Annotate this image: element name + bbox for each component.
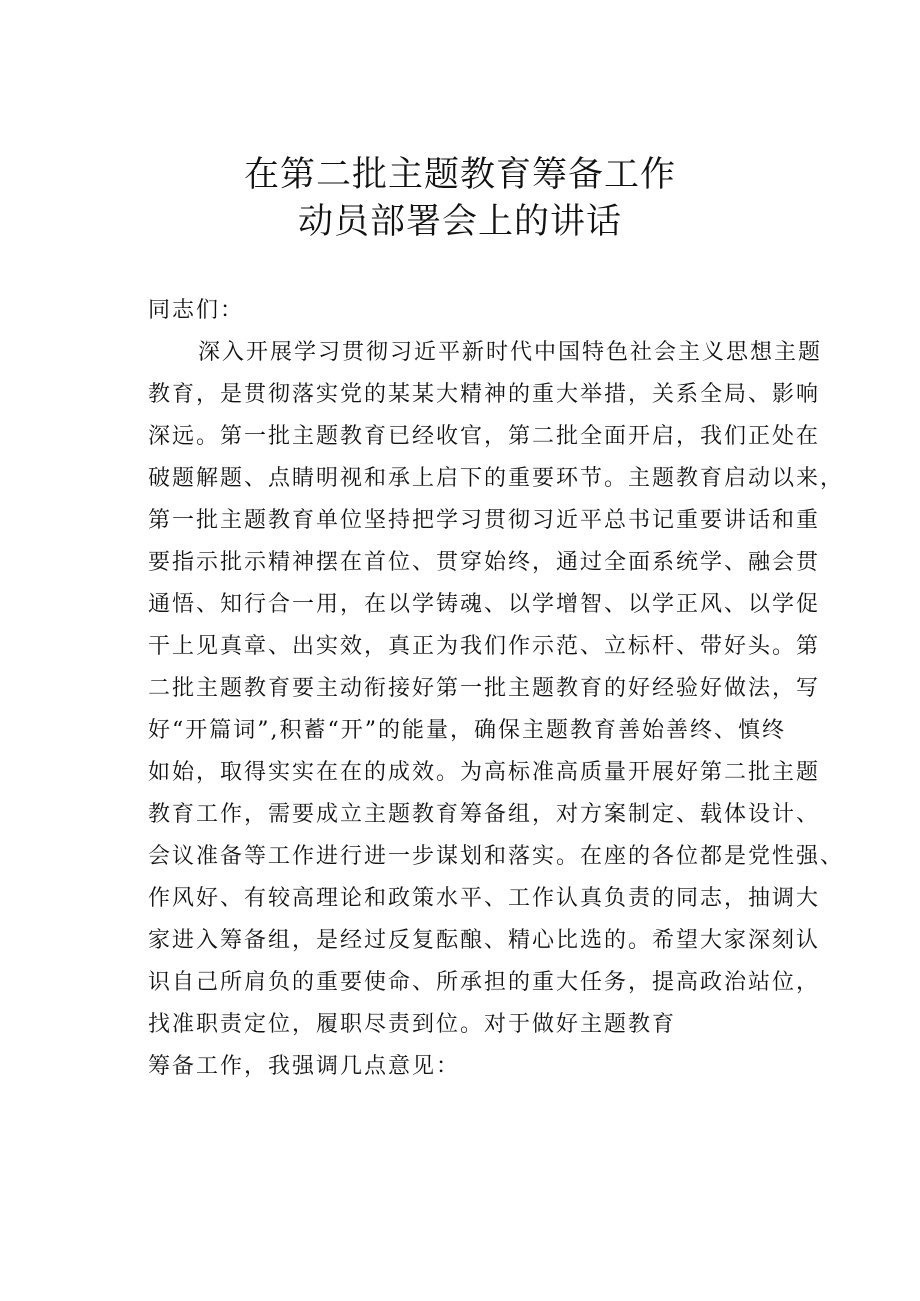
paragraph-line: 如始，取得实实在在的成效。为高标准高质量开展好第二批主题 (148, 760, 821, 785)
paragraph-line: 破题解题、点睛明视和承上启下的重要环节。主题教育启动以来， (148, 466, 845, 491)
paragraph-line: 家进入筹备组，是经过反复酝酿、精心比选的。希望大家深刻认 (148, 928, 821, 953)
title-line-1: 在第二批主题教育筹备工作 (243, 155, 676, 195)
paragraph-line: 二批主题教育要主动衔接好第一批主题教育的好经验好做法，写 (148, 676, 821, 701)
paragraph-line: 筹备工作，我强调几点意见： (148, 1054, 461, 1079)
document-title (0, 152, 920, 246)
paragraph-line: 要指示批示精神摆在首位、贯穿始终，通过全面系统学、融会贯 (148, 550, 821, 575)
paragraph-line: 好“开篇词”,积蓄“开”的能量，确保主题教育善始善终、慎终 (148, 718, 786, 743)
paragraph-line: 通悟、知行合一用，在以学铸魂、以学增智、以学正风、以学促 (148, 592, 821, 617)
paragraph-line: 识自己所肩负的重要使命、所承担的重大任务，提高政治站位， (148, 970, 821, 995)
title-line-2: 动员部署会上的讲话 (297, 202, 622, 242)
paragraph-line: 第一批主题教育单位坚持把学习贯彻习近平总书记重要讲话和重 (148, 508, 821, 533)
paragraph-line: 深远。第一批主题教育已经收官，第二批全面开启，我们正处在 (148, 424, 821, 449)
paragraph-line: 教育，是贯彻落实党的某某大精神的重大举措，关系全局、影响 (148, 382, 821, 407)
paragraph-line: 会议准备等工作进行进一步谋划和落实。在座的各位都是党性强、 (148, 844, 845, 869)
document-body (148, 290, 845, 1088)
paragraph-line: 深入开展学习贯彻习近平新时代中国特色社会主义思想主题 (198, 340, 823, 365)
paragraph-line: 干上见真章、出实效，真正为我们作示范、立标杆、带好头。第 (148, 634, 821, 659)
paragraph-line: 教育工作，需要成立主题教育筹备组，对方案制定、载体设计、 (148, 802, 821, 827)
paragraph-line: 找准职责定位，履职尽责到位。对于做好主题教育 (148, 1012, 677, 1037)
paragraph-line: 作风好、有较高理论和政策水平、工作认真负责的同志，抽调大 (148, 886, 821, 911)
salutation: 同志们： (148, 298, 245, 323)
